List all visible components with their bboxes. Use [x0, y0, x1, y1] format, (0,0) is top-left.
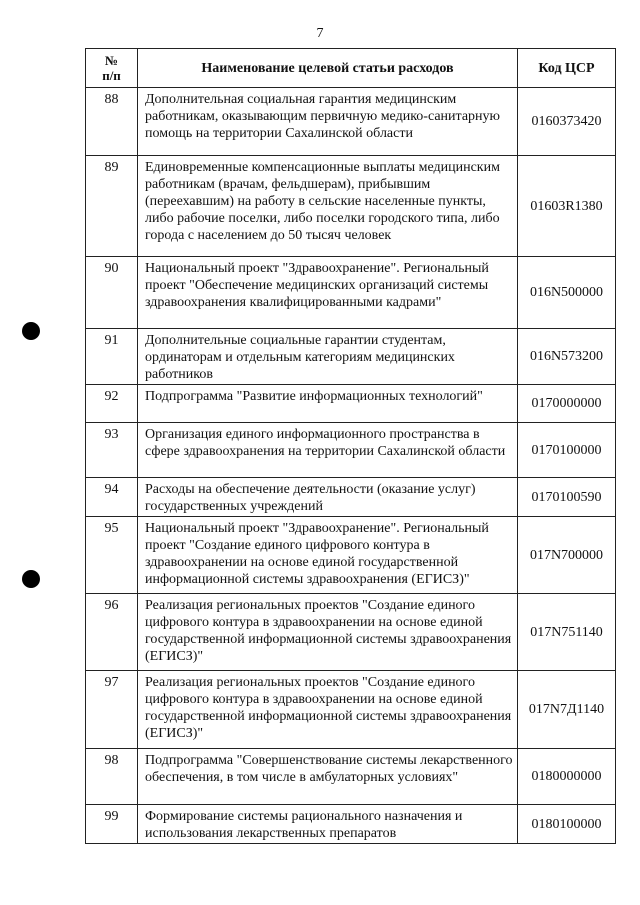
row-code: 0160373420 — [518, 88, 616, 156]
row-name: Формирование системы рационального назначения и использования лекарственных препаратов — [138, 805, 518, 844]
header-number-line: № — [104, 53, 119, 68]
row-name: Подпрограмма "Совершенствование системы лекарственного обеспечения, в том числе в амбулаторных условиях" — [138, 749, 518, 805]
row-code: 0180000000 — [518, 749, 616, 805]
header-code: Код ЦСР — [518, 49, 616, 88]
table-header-row — [86, 49, 616, 88]
table-row — [86, 478, 616, 517]
row-number: 92 — [86, 385, 138, 423]
table-row — [86, 749, 616, 805]
row-name: Реализация региональных проектов "Создание единого цифрового контура в здравоохранении на основе единой государственной информационной системы здравоохранения (ЕГИСЗ)" — [138, 594, 518, 671]
table-row — [86, 805, 616, 844]
row-number: 97 — [86, 671, 138, 749]
row-number: 96 — [86, 594, 138, 671]
row-number: 89 — [86, 156, 138, 257]
row-code: 0170000000 — [518, 385, 616, 423]
header-number-line: п/п — [102, 68, 121, 83]
row-number: 98 — [86, 749, 138, 805]
row-name: Подпрограмма "Развитие информационных технологий" — [138, 385, 518, 423]
table-row — [86, 385, 616, 423]
row-number: 95 — [86, 517, 138, 594]
table-row — [86, 88, 616, 156]
row-code: 017N700000 — [518, 517, 616, 594]
header-name: Наименование целевой статьи расходов — [138, 49, 518, 88]
row-code: 0170100000 — [518, 423, 616, 478]
row-number: 88 — [86, 88, 138, 156]
budget-items-table — [85, 48, 616, 844]
table-row — [86, 257, 616, 329]
page-number: 7 — [316, 26, 324, 41]
row-name: Национальный проект "Здравоохранение". Региональный проект "Создание единого цифрового контура в здравоохранении на основе единой государственной информационной системы здравоохранения (ЕГИСЗ)" — [138, 517, 518, 594]
row-number: 94 — [86, 478, 138, 517]
row-number: 99 — [86, 805, 138, 844]
row-name: Национальный проект "Здравоохранение". Региональный проект "Обеспечение медицинских организаций системы здравоохранения квалифицированными кадрами" — [138, 257, 518, 329]
row-code: 0180100000 — [518, 805, 616, 844]
row-code: 0170100590 — [518, 478, 616, 517]
header-number — [86, 49, 138, 88]
table-row — [86, 594, 616, 671]
row-name: Дополнительная социальная гарантия медицинским работникам, оказывающим первичную медико-санитарную помощь на территории Сахалинской области — [138, 88, 518, 156]
punch-hole — [22, 570, 40, 588]
table-row — [86, 156, 616, 257]
row-name: Организация единого информационного пространства в сфере здравоохранения на территории Сахалинской области — [138, 423, 518, 478]
row-code: 016N500000 — [518, 257, 616, 329]
row-name: Единовременные компенсационные выплаты медицинским работникам (врачам, фельдшерам), прибывшим (переехавшим) на работу в сельские населенные пункты, либо рабочие поселки, либо поселки городского типа, либо города с населением до 50 тысяч человек — [138, 156, 518, 257]
row-code: 017N7Д1140 — [518, 671, 616, 749]
row-code: 016N573200 — [518, 329, 616, 385]
row-name: Дополнительные социальные гарантии студентам, ординаторам и отдельным категориям медицинских работников — [138, 329, 518, 385]
row-number: 91 — [86, 329, 138, 385]
table-row — [86, 329, 616, 385]
row-code: 01603R1380 — [518, 156, 616, 257]
table-row — [86, 517, 616, 594]
table-row — [86, 423, 616, 478]
row-code: 017N751140 — [518, 594, 616, 671]
row-number: 90 — [86, 257, 138, 329]
table-row — [86, 671, 616, 749]
row-name: Расходы на обеспечение деятельности (оказание услуг) государственных учреждений — [138, 478, 518, 517]
row-number: 93 — [86, 423, 138, 478]
punch-hole — [22, 322, 40, 340]
row-name: Реализация региональных проектов "Создание единого цифрового контура в здравоохранении на основе единой государственной информационной системы здравоохранения (ЕГИСЗ)" — [138, 671, 518, 749]
